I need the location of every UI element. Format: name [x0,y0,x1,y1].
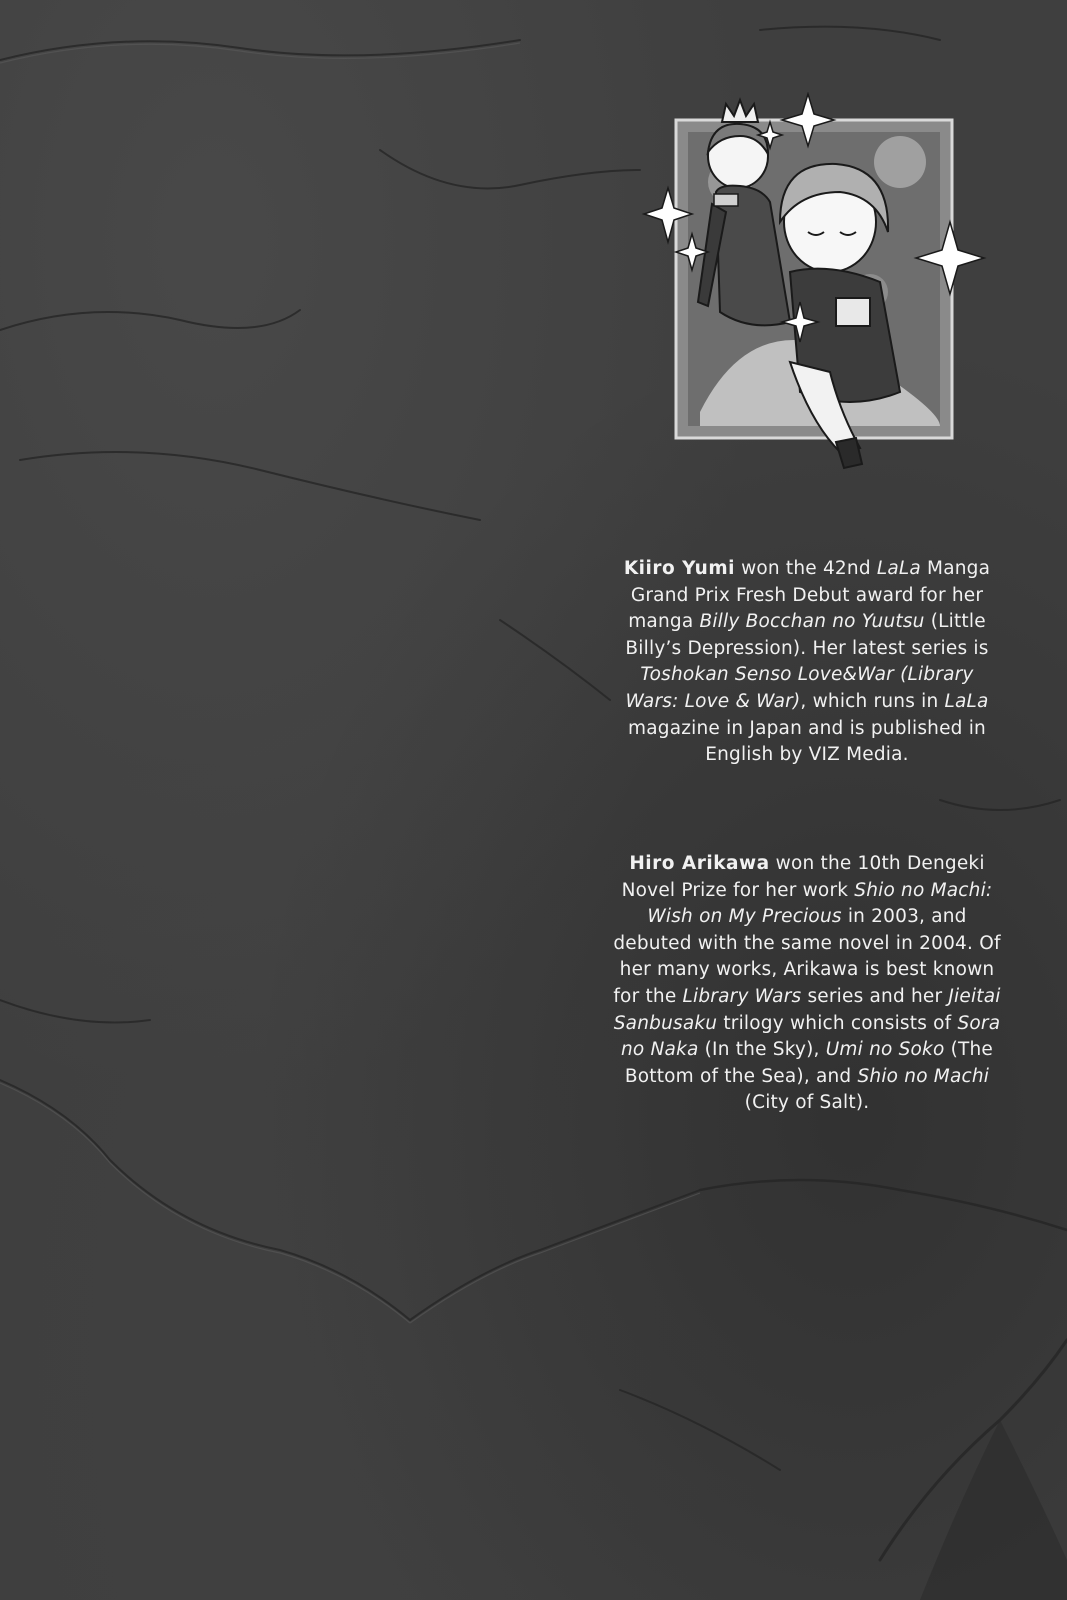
author-name-kiiro-yumi: Kiiro Yumi [623,558,735,579]
crown-icon [722,100,758,122]
hiro-arikawa-bio-paragraph: Hiro Arikawa won the 10th Dengeki Novel Prize for her work Shio no Machi: Wish on My Precious in 2003, and debuted with the same novel in 2004. Of her many works, Arikawa is best known for the Library Wars series and her Jieitai Sanbusaku trilogy which consists of Sora no Naka (In the Sky), Umi no Soko (The Bottom of the Sea), and Shio no Machi (City of Salt). [613,853,1001,1114]
hiro-arikawa-bio [612,851,1002,1117]
kiiro-yumi-bio [612,556,1002,769]
chibi-characters-illustration [640,92,992,484]
author-name-hiro-arikawa: Hiro Arikawa [629,853,770,874]
kiiro-yumi-bio-paragraph: Kiiro Yumi won the 42nd LaLa Manga Grand Prix Fresh Debut award for her manga Billy Bocchan no Yuutsu (Little Billy’s Depression). Her latest series is Toshokan Senso Love&War (Library Wars: Love & War), which runs in LaLa magazine in Japan and is published in English by VIZ Media. [623,558,991,766]
